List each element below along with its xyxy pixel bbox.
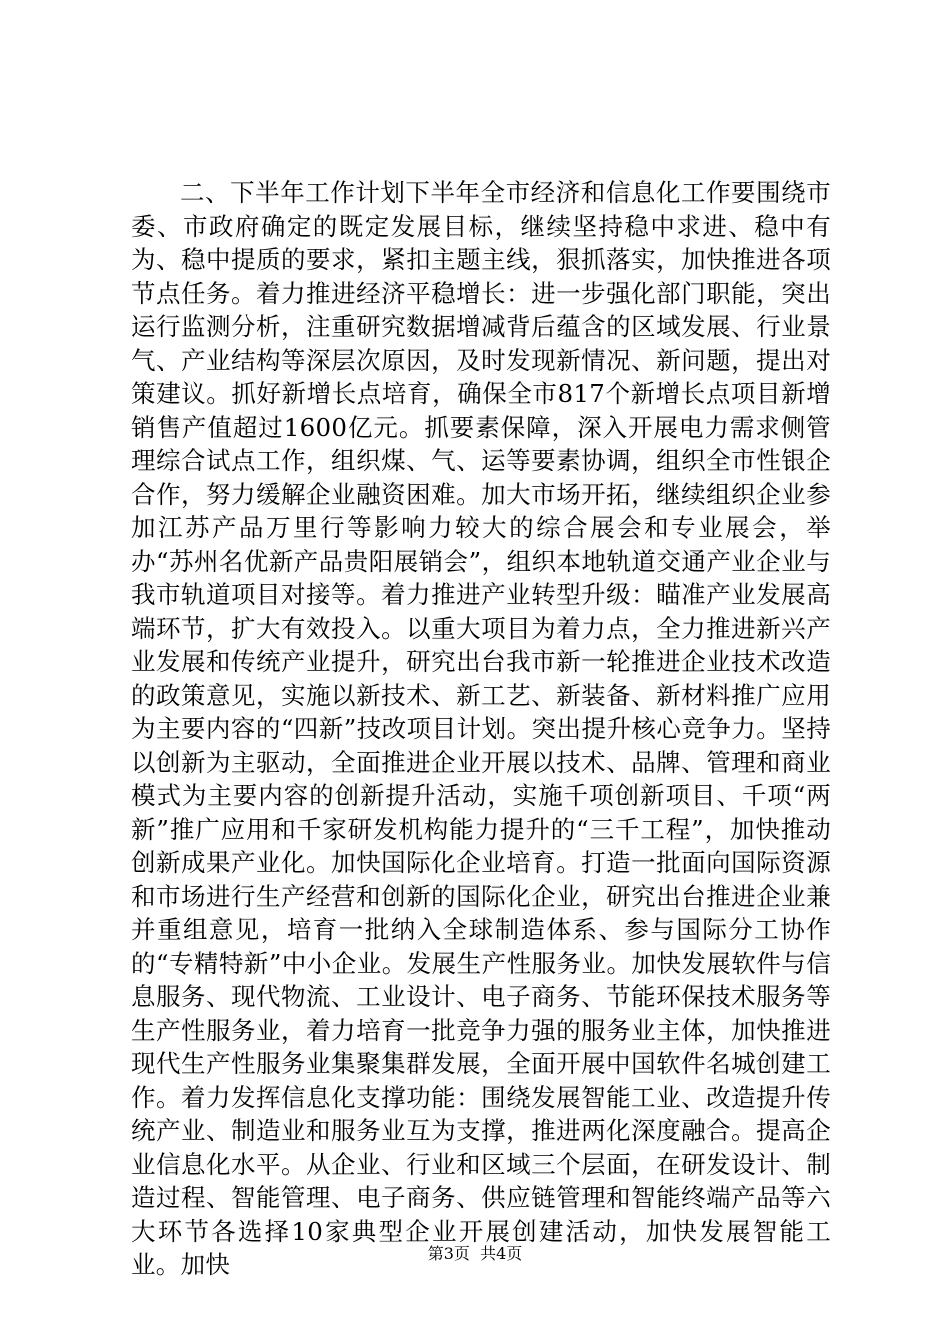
page-footer: 第3页 共4页 xyxy=(427,1244,523,1263)
body-paragraph: 二、下半年工作计划下半年全市经济和信息化工作要围绕市委、市政府确定的既定发展目标，继续坚持稳中求进、稳中有为、稳中提质的要求，紧扣主题主线，狠抓落实，加快推进各项节点任务。着力推进经济平稳增长：进一步强化部门职能，突出运行监测分析，注重研究数据增减背后蕴含的区域发展、行业景气、产业结构等深层次原因，及时发现新情况、新问题，提出对策建议。抓好新增长点培育，确保全市817个新增长点项目新增销售产值超过1600亿元。抓要素保障，深入开展电力需求侧管理综合试点工作，组织煤、气、运等要素协调，组织全市性银企合作，努力缓解企业融资困难。加大市场开拓，继续组织企业参加江苏产品万里行等影响力较大的综合展会和专业展会，举办“苏州名优新产品贵阳展销会”，组织本地轨道交通产业企业与我市轨道项目对接等。着力推进产业转型升级：瞄准产业发展高端环节，扩大有效投入。以重大项目为着力点，全力推进新兴产业发展和传统产业提升，研究出台我市新一轮推进企业技术改造的政策意见，实施以新技术、新工艺、新装备、新材料推广应用为主要内容的“四新”技改项目计划。突出提升核心竞争力。坚持以创新为主驱动，全面推进企业开展以技术、品牌、管理和商业模式为主要内容的创新提升活动，实施千项创新项目、千项“两新”推广应用和千家研发机构能力提升的“三千工程”，加快推动创新成果产业化。加快国际化企业培育。打造一批面向国际资源和市场进行生产经营和创新的国际化企业，研究出台推进企业兼并重组意见，培育一批纳入全球制造体系、参与国际分工协作的“专精特新”中小企业。发展生产性服务业。加快发展软件与信息服务、现代物流、工业设计、电子商务、节能环保技术服务等生产性服务业，着力培育一批竞争力强的服务业主体，加快推进现代生产性服务业集聚集群发展，全面开展中国软件名城创建工作。着力发挥信息化支撑功能：围绕发展智能工业、改造提升传统产业、制造业和服务业互为支撑，推进两化深度融合。提高企业信息化水平。从企业、行业和区域三个层面，在研发设计、制造过程、智能管理、电子商务、供应链管理和智能终端产品等六大环节各选择10家典型企业开展创建活动，加快发展智能工业。加快 xyxy=(131,178,832,1279)
